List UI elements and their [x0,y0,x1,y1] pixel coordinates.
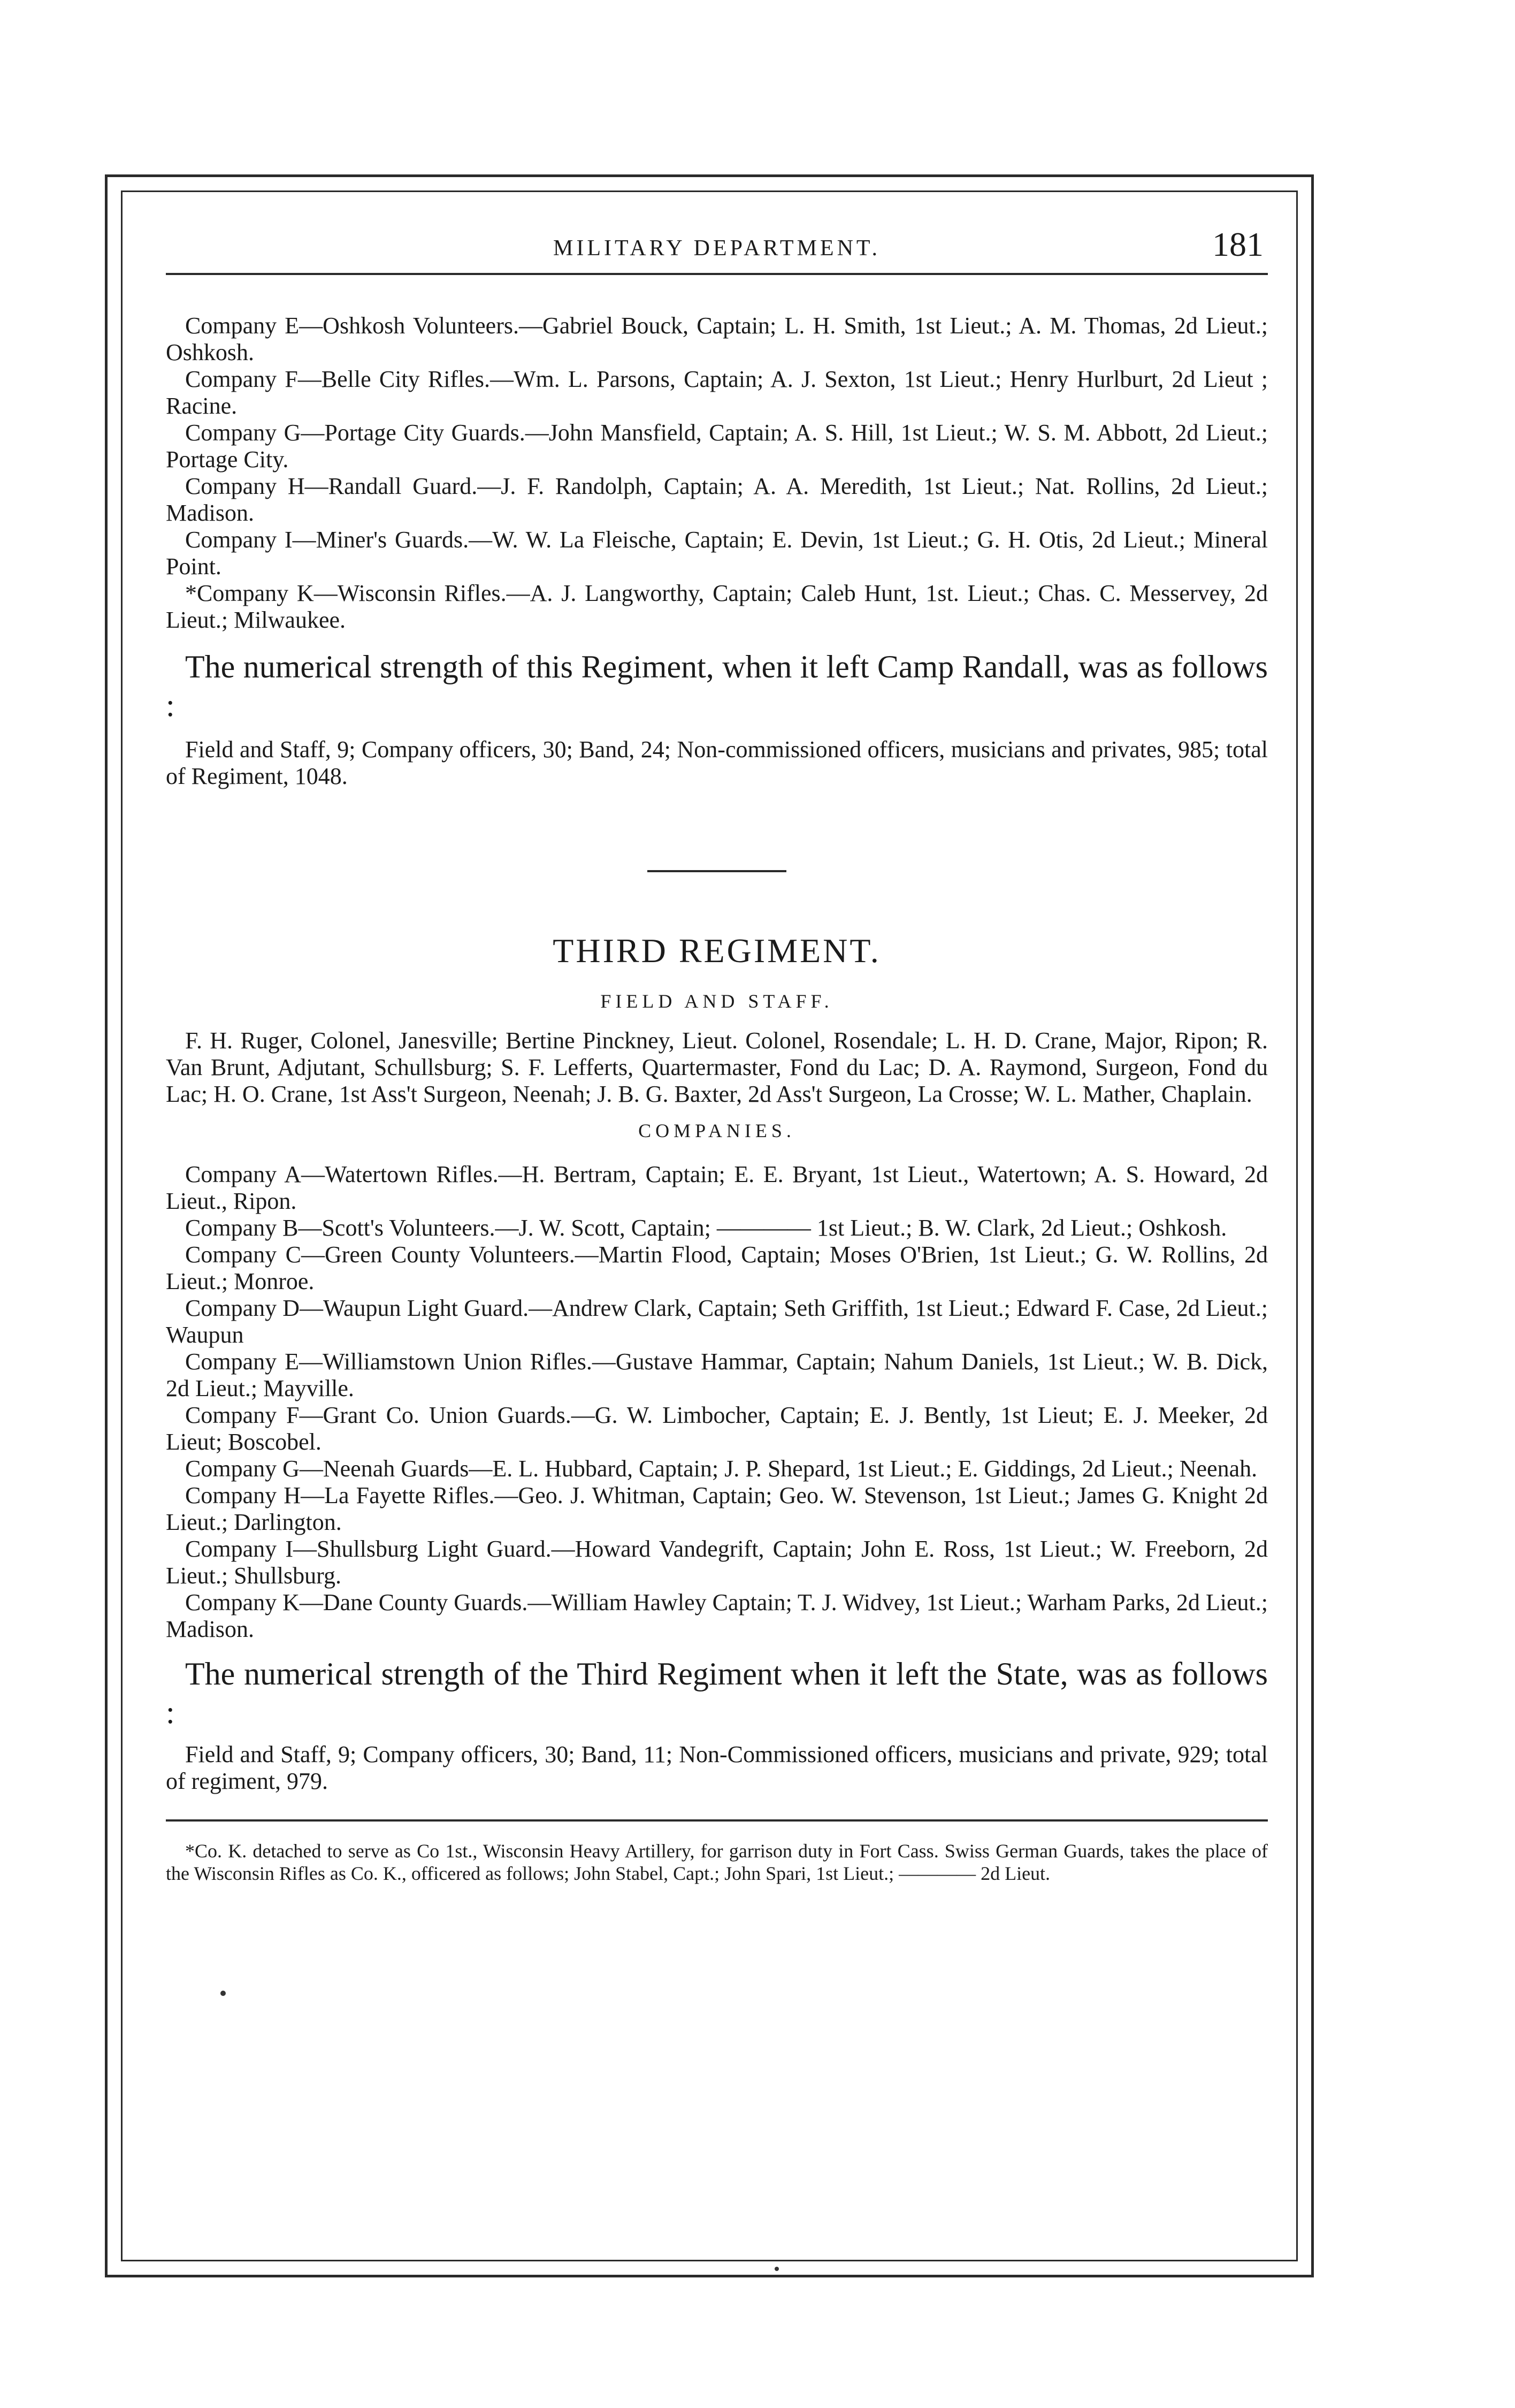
field-staff-heading: FIELD AND STAFF. [600,990,833,1012]
company-entry: Company I—Shullsburg Light Guard.—Howard Vandegrift, Captain; John E. Ross, 1st Lieut.; W. Freeborn, 2d Lieut.; Shullsburg. [166,1536,1268,1589]
third-strength-totals: Field and Staff, 9; Company officers, 30; Band, 11; Non-Commissioned officers, musicians and private, 929; total of regiment, 979. [166,1741,1268,1794]
company-entry: Company A—Watertown Rifles.—H. Bertram, Captain; E. E. Bryant, 1st Lieut., Watertown; A. S. Howard, 2d Lieut., Ripon. [166,1161,1268,1214]
company-entry: Company G—Neenah Guards—E. L. Hubbard, Captain; J. P. Shepard, 1st Lieut.; E. Giddings, 2d Lieut.; Neenah. [185,1456,1258,1482]
companies-heading: COMPANIES. [638,1120,795,1141]
field-staff-text: F. H. Ruger, Colonel, Janesville; Bertine Pinckney, Lieut. Colonel, Rosendale; L. H. D. Crane, Major, Ripon; R. Van Brunt, Adjutant, Schullsburg; S. F. Lefferts, Quartermaster, Fond du Lac; D. A. Raymond, Surgeon, Fond du Lac; H. O. Crane, 1st Ass't Surgeon, Neenah; J. B. G. Baxter, 2d Ass't Surgeon, La Crosse; W. L. Mather, Chaplain. [166,1027,1268,1107]
third-regiment-companies [166,1161,1268,1643]
stray-mark [220,1991,226,1996]
company-entry: Company G—Portage City Guards.—John Mansfield, Captain; A. S. Hill, 1st Lieut.; W. S. M. Abbott, 2d Lieut.; Portage City. [166,420,1268,473]
page-content [166,214,1268,1885]
company-entry: *Company K—Wisconsin Rifles.—A. J. Langworthy, Captain; Caleb Hunt, 1st. Lieut.; Chas. C. Messervey, 2d Lieut.; Milwaukee. [166,580,1268,633]
running-head: MILITARY DEPARTMENT. [553,236,881,261]
strength-totals: Field and Staff, 9; Company officers, 30; Band, 24; Non-commissioned officers, musicians and privates, 985; total of Regiment, 1048. [166,736,1268,789]
section-divider [647,870,786,872]
section-title: THIRD REGIMENT. [553,932,881,970]
company-entry: Company I—Miner's Guards.—W. W. La Fleische, Captain; E. Devin, 1st Lieut.; G. H. Otis, 2d Lieut.; Mineral Point. [166,527,1268,580]
header-rule [166,273,1268,275]
company-entry: Company F—Grant Co. Union Guards.—G. W. Limbocher, Captain; E. J. Bently, 1st Lieut; E. J. Meeker, 2d Lieut; Boscobel. [166,1402,1268,1455]
company-entry: Company H—Randall Guard.—J. F. Randolph, Captain; A. A. Meredith, 1st Lieut.; Nat. Rollins, 2d Lieut.; Madison. [166,473,1268,526]
border-mark [775,2267,779,2271]
footnote: *Co. K. detached to serve as Co 1st., Wisconsin Heavy Artillery, for garrison duty in Fort Cass. Swiss German Guards, takes the place of the Wisconsin Rifles as Co. K., officered as follows; John Stabel, Capt.; John Spari, 1st Lieut.; ———— 2d Lieut. [166,1840,1268,1884]
company-entry: Company D—Waupun Light Guard.—Andrew Clark, Captain; Seth Griffith, 1st Lieut.; Edward F. Case, 2d Lieut.; Waupun [166,1295,1268,1348]
third-strength-statement: The numerical strength of the Third Regiment when it left the State, was as follows : [166,1656,1268,1730]
second-regiment-companies [166,313,1268,634]
page-number: 181 [1212,225,1264,263]
company-entry: Company H—La Fayette Rifles.—Geo. J. Whitman, Captain; Geo. W. Stevenson, 1st Lieut.; James G. Knight 2d Lieut.; Darlington. [166,1482,1268,1535]
company-entry: Company K—Dane County Guards.—William Hawley Captain; T. J. Widvey, 1st Lieut.; Warham Parks, 2d Lieut.; Madison. [166,1589,1268,1642]
page-header [166,214,1268,273]
company-entry: Company B—Scott's Volunteers.—J. W. Scott, Captain; ———— 1st Lieut.; B. W. Clark, 2d Lieut.; Oshkosh. [185,1215,1227,1241]
company-entry: Company E—Williamstown Union Rifles.—Gustave Hammar, Captain; Nahum Daniels, 1st Lieut.; W. B. Dick, 2d Lieut.; Mayville. [166,1348,1268,1401]
strength-statement: The numerical strength of this Regiment, when it left Camp Randall, was as follows : [166,649,1268,723]
company-entry: Company E—Oshkosh Volunteers.—Gabriel Bouck, Captain; L. H. Smith, 1st Lieut.; A. M. Thomas, 2d Lieut.; Oshkosh. [166,313,1268,365]
footnote-rule [166,1819,1268,1822]
company-entry: Company C—Green County Volunteers.—Martin Flood, Captain; Moses O'Brien, 1st Lieut.; G. W. Rollins, 2d Lieut.; Monroe. [166,1241,1268,1294]
company-entry: Company F—Belle City Rifles.—Wm. L. Parsons, Captain; A. J. Sexton, 1st Lieut.; Henry Hurlburt, 2d Lieut ; Racine. [166,366,1268,419]
